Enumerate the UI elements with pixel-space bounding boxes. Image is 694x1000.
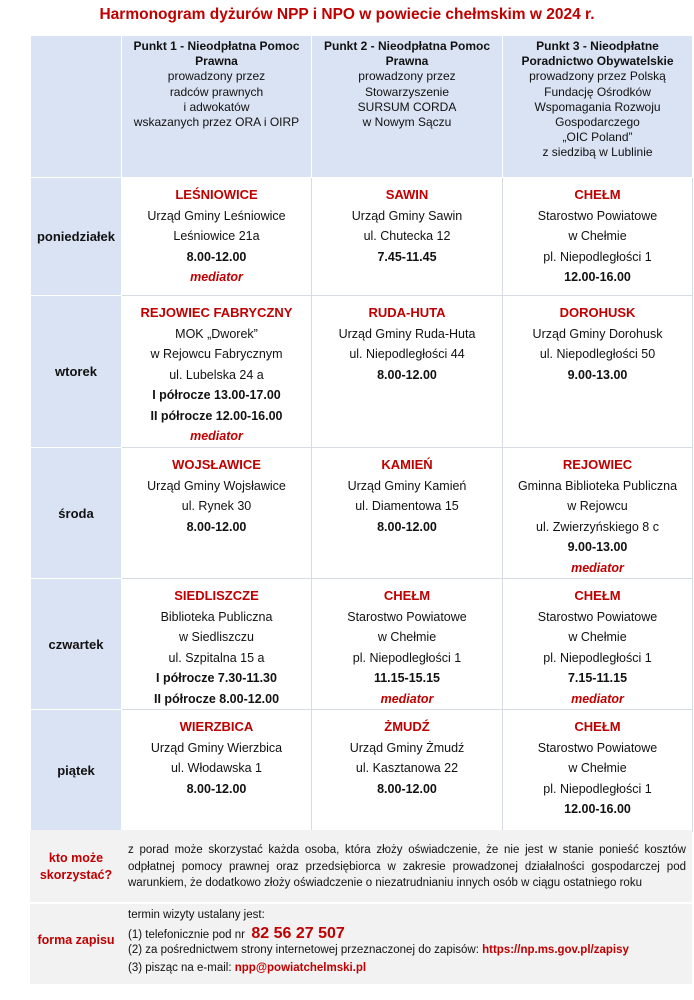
mediator-note: mediator: [571, 560, 624, 575]
day-row: [31, 579, 693, 710]
address-line: Urząd Gminy Kamień: [347, 478, 467, 493]
location-name: CHEŁM: [574, 588, 621, 603]
address-line: Urząd Gminy Dorohusk: [532, 326, 663, 341]
column-header-line: prowadzony przez: [358, 69, 456, 84]
column-header-punkt-1: [122, 36, 312, 178]
phone-number[interactable]: 82 56 27 507: [251, 924, 345, 942]
column-header-line: prowadzony przez: [167, 69, 266, 84]
registration-url-link[interactable]: https://np.ms.gov.pl/zapisy: [482, 944, 629, 956]
schedule-cell: [312, 710, 503, 832]
address-line: pl. Niepodległości 1: [352, 650, 462, 665]
location-name: CHEŁM: [574, 719, 621, 734]
schedule-table: [30, 35, 693, 832]
header-corner: [31, 36, 122, 178]
schedule-cell: [503, 296, 693, 448]
schedule-cell: [312, 296, 503, 448]
column-header-line: Gospodarczego: [555, 115, 640, 130]
address-line: Urząd Gminy Wojsławice: [147, 478, 286, 493]
address-line: Urząd Gminy Leśniowice: [147, 208, 286, 223]
column-header-line: „OIC Poland”: [562, 130, 633, 145]
hours-text: 8.00-12.00: [377, 519, 437, 534]
address-line: ul. Chutecka 12: [363, 229, 451, 243]
address-line: ul. Kasztanowa 22: [355, 761, 459, 775]
address-line: Starostwo Powiatowe: [537, 208, 658, 223]
address-line: Starostwo Powiatowe: [537, 740, 658, 755]
day-row: [31, 710, 693, 832]
hours-text: 9.00-13.00: [567, 540, 628, 554]
hours-text: 9.00-13.00: [567, 367, 628, 382]
eligibility-text: z porad może skorzystać każda osoba, która złoży oświadczenie, że nie jest w stanie ponieść kosztów odpłatnej pomocy prawnej oraz przedsiębiorca w zakresie prowadzonej działalności gospodarczej pod warunkiem, że dodatkowo złoży oświadczenie o niezatrudnianiu innych osób w ciągu ostatniego roku: [128, 844, 686, 889]
column-header-line: Prawna: [385, 54, 429, 69]
column-header-punkt-3: [503, 36, 693, 178]
address-line: ul. Niepodległości 44: [349, 347, 465, 361]
eligibility-label: kto może skorzystać?: [39, 851, 113, 882]
hours-text: 8.00-12.00: [377, 781, 437, 796]
hours-text: 12.00-16.00: [564, 802, 631, 816]
day-row: [31, 296, 693, 448]
location-name: RUDA-HUTA: [368, 305, 446, 320]
registration-web-line: (2) za pośrednictwem strony internetowej przeznaczonej do zapisów: https://np.ms.gov.pl/zapisy: [128, 944, 629, 956]
registration-label: forma zapisu: [37, 933, 115, 947]
location-name: CHEŁM: [574, 187, 621, 202]
address-line: w Siedliszczu: [178, 630, 255, 644]
location-name: SIEDLISZCZE: [174, 588, 259, 603]
page-title: Harmonogram dyżurów NPP i NPO w powiecie chełmskim w 2024 r.: [99, 6, 595, 23]
column-header-line: Poradnictwo Obywatelskie: [521, 54, 674, 69]
address-line: w Chełmie: [568, 229, 627, 243]
address-line: Leśniowice 21a: [173, 229, 260, 243]
schedule-cell: [122, 579, 312, 710]
location-name: WIERZBICA: [179, 719, 254, 734]
address-line: w Chełmie: [568, 630, 627, 644]
column-header-line: w Nowym Sączu: [362, 115, 452, 130]
schedule-cell: [312, 579, 503, 710]
column-header-line: prowadzony przez Polską: [529, 69, 666, 84]
address-line: ul. Włodawska 1: [170, 761, 262, 775]
hours-text: 8.00-12.00: [377, 367, 437, 382]
address-line: Urząd Gminy Ruda-Huta: [338, 326, 476, 341]
column-header-line: wskazanych przez ORA i OIRP: [133, 115, 300, 130]
column-header-line: z siedzibą w Lublinie: [542, 145, 653, 160]
address-line: ul. Niepodległości 50: [539, 347, 656, 361]
address-line: ul. Diamentowa 15: [355, 499, 459, 513]
hours-text: 8.00-12.00: [186, 781, 247, 796]
day-row: [31, 448, 693, 579]
registration-section: [30, 904, 692, 984]
column-header-line: Prawna: [195, 54, 238, 69]
schedule-cell: [122, 296, 312, 448]
registration-intro: termin wizyty ustalany jest:: [128, 909, 265, 921]
hours-text: 8.00-12.00: [186, 249, 247, 264]
address-line: Gminna Biblioteka Publiczna: [517, 478, 678, 493]
schedule-cell: [503, 178, 693, 296]
address-line: w Chełmie: [568, 761, 627, 775]
address-line: pl. Niepodległości 1: [543, 249, 652, 264]
mediator-note: mediator: [380, 691, 434, 706]
day-label: piątek: [31, 710, 122, 832]
address-line: ul. Lubelska 24 a: [169, 367, 264, 382]
address-line: pl. Niepodległości 1: [543, 650, 652, 665]
location-name: DOROHUSK: [559, 305, 636, 320]
location-name: REJOWIEC FABRYCZNY: [140, 305, 293, 320]
address-line: ul. Szpitalna 15 a: [168, 650, 265, 665]
registration-text: [128, 907, 686, 977]
schedule-cell: [503, 579, 693, 710]
hours-text: II półrocze 12.00-16.00: [150, 408, 283, 423]
location-name: CHEŁM: [383, 588, 431, 603]
address-line: pl. Niepodległości 1: [543, 781, 652, 796]
schedule-cell: [503, 448, 693, 579]
address-line: MOK „Dworek”: [175, 326, 258, 341]
eligibility-section: [30, 830, 692, 902]
registration-email-link[interactable]: npp@powiatchelmski.pl: [234, 961, 367, 974]
mediator-note: mediator: [190, 429, 243, 443]
column-header-line: SURSUM CORDA: [357, 99, 457, 114]
schedule-cell: [122, 448, 312, 579]
location-name: REJOWIEC: [562, 457, 633, 472]
mediator-note: mediator: [571, 691, 624, 706]
day-label: poniedziałek: [31, 178, 122, 296]
address-line: w Chełmie: [377, 630, 437, 644]
schedule-cell: [503, 710, 693, 832]
day-label: czwartek: [31, 579, 122, 710]
registration-phone-line: (1) telefonicznie pod nr 82 56 27 507: [128, 924, 345, 942]
location-name: ŻMUDŹ: [384, 719, 430, 734]
location-name: KAMIEŃ: [381, 457, 433, 472]
column-header-line: Punkt 3 - Nieodpłatne: [536, 39, 659, 53]
hours-text: 8.00-12.00: [186, 519, 247, 534]
schedule-cell: [312, 448, 503, 579]
address-line: w Rejowcu: [567, 499, 628, 513]
schedule-cell: [312, 178, 503, 296]
column-header-line: Fundację Ośrodków: [544, 84, 651, 99]
hours-text: I półrocze 7.30-11.30: [156, 671, 277, 685]
column-header-punkt-2: [312, 36, 503, 178]
address-line: Starostwo Powiatowe: [537, 609, 658, 624]
column-header-line: Stowarzyszenie: [364, 84, 450, 99]
hours-text: II półrocze 8.00-12.00: [153, 691, 280, 706]
day-label: wtorek: [31, 296, 122, 448]
hours-text: 7.45-11.45: [377, 249, 437, 264]
column-header-line: Punkt 1 - Nieodpłatna Pomoc: [133, 39, 300, 53]
column-header-line: radców prawnych: [169, 84, 264, 99]
header-row: [31, 36, 693, 178]
hours-text: 7.15-11.15: [567, 671, 628, 685]
schedule-cell: [122, 178, 312, 296]
schedule-cell: [122, 710, 312, 832]
address-line: Starostwo Powiatowe: [347, 609, 467, 624]
hours-text: 12.00-16.00: [564, 270, 631, 284]
column-header-line: i adwokatów: [183, 99, 250, 114]
address-line: Urząd Gminy Żmudź: [349, 740, 465, 755]
address-line: ul. Rynek 30: [181, 499, 252, 513]
location-name: LEŚNIOWICE: [175, 187, 258, 202]
address-line: Urząd Gminy Wierzbica: [150, 740, 283, 755]
day-label: środa: [31, 448, 122, 579]
mediator-note: mediator: [190, 270, 243, 284]
location-name: WOJSŁAWICE: [172, 457, 261, 472]
hours-text: 11.15-15.15: [373, 671, 441, 685]
location-name: SAWIN: [385, 187, 429, 202]
column-header-line: Punkt 2 - Nieodpłatna Pomoc: [323, 39, 491, 53]
address-line: Urząd Gminy Sawin: [351, 208, 463, 223]
hours-text: I półrocze 13.00-17.00: [152, 388, 281, 402]
address-line: ul. Zwierzyńskiego 8 c: [536, 519, 659, 534]
day-row: [31, 178, 693, 296]
address-line: w Rejowcu Fabrycznym: [150, 347, 283, 361]
column-header-line: Wspomagania Rozwoju: [534, 99, 661, 114]
address-line: Biblioteka Publiczna: [160, 609, 273, 624]
registration-email-line: (3) pisząc na e-mail: npp@powiatchelmski.pl: [128, 961, 367, 974]
